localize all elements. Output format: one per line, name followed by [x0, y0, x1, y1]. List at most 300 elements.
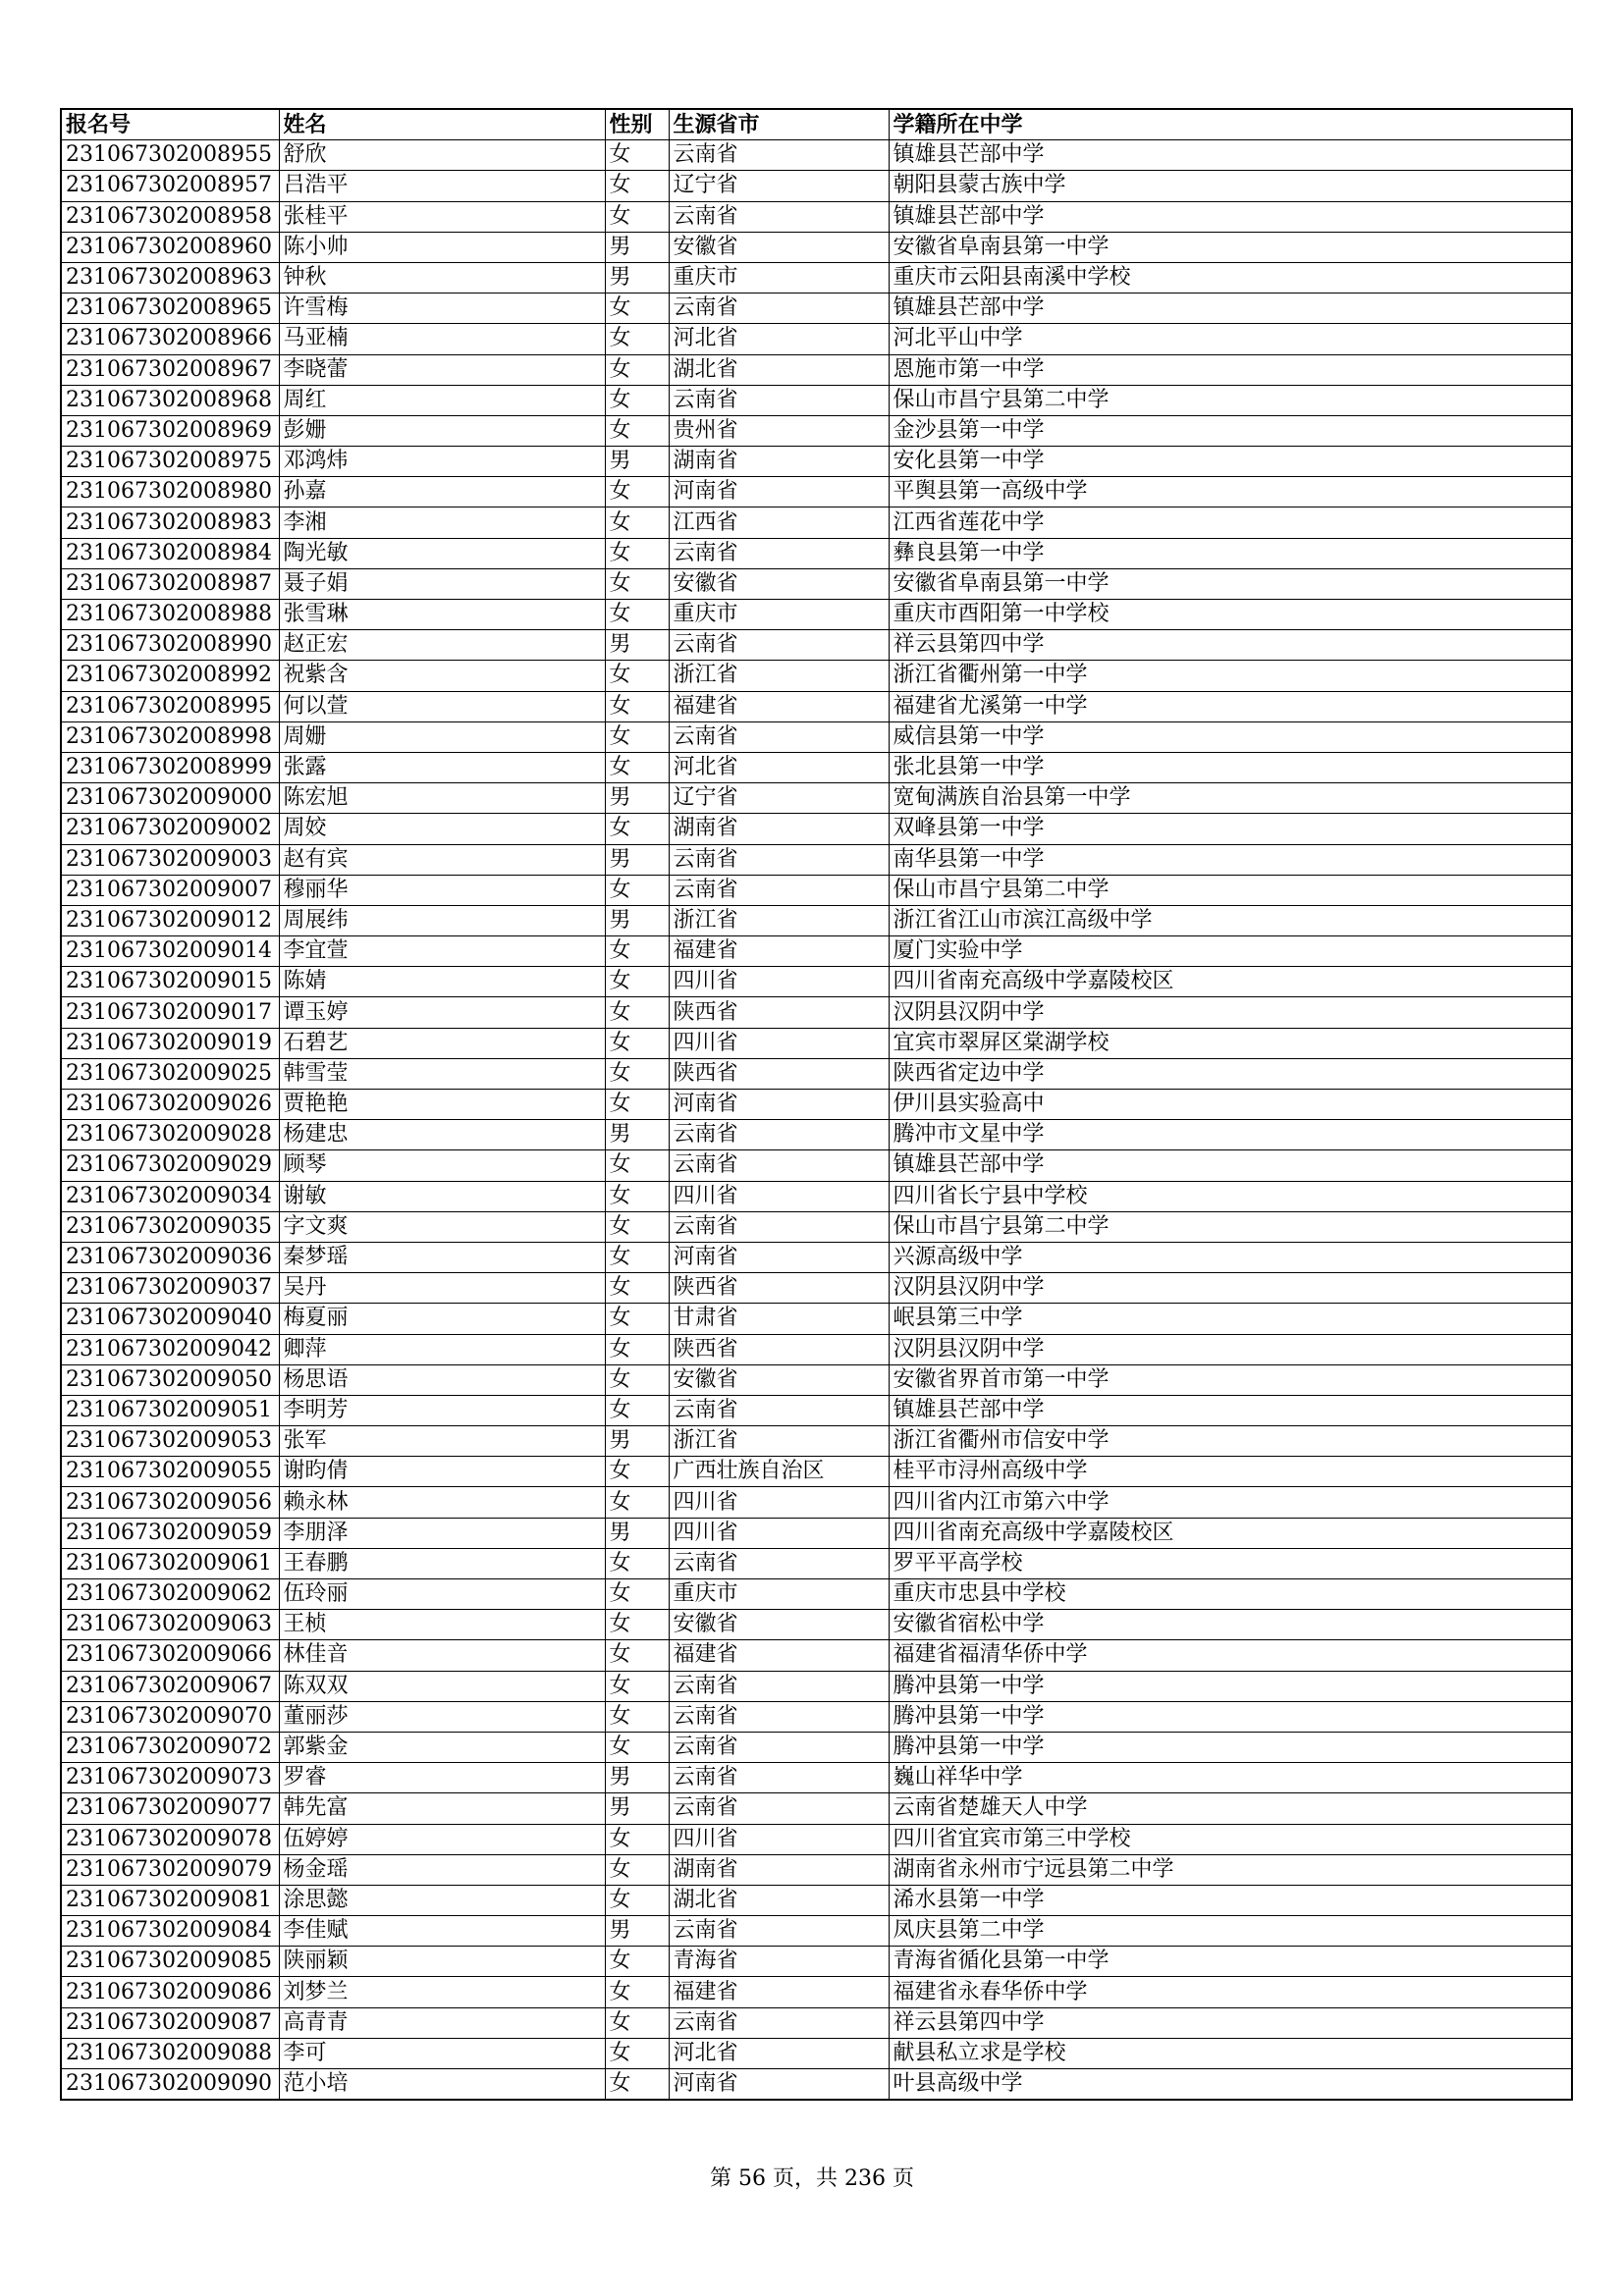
name-cell: 何以萱	[279, 691, 605, 721]
gender-cell: 男	[605, 232, 669, 262]
name-cell: 李佳赋	[279, 1916, 605, 1947]
province-cell: 湖南省	[669, 447, 889, 477]
province-cell: 云南省	[669, 1763, 889, 1793]
province-cell: 云南省	[669, 1211, 889, 1242]
gender-cell: 女	[605, 1548, 669, 1578]
registration-number-cell: 231067302009034	[61, 1181, 279, 1211]
registration-number-cell: 231067302008955	[61, 140, 279, 171]
province-cell: 辽宁省	[669, 171, 889, 201]
school-cell: 叶县高级中学	[889, 2069, 1572, 2101]
table-row	[61, 354, 1572, 385]
name-cell: 刘梦兰	[279, 1977, 605, 2007]
registration-number-cell: 231067302009042	[61, 1334, 279, 1364]
school-cell: 腾冲县第一中学	[889, 1732, 1572, 1762]
school-cell: 河北平山中学	[889, 324, 1572, 354]
gender-cell: 女	[605, 1640, 669, 1671]
table-header-row	[61, 109, 1572, 140]
province-cell: 安徽省	[669, 232, 889, 262]
registration-number-cell: 231067302008980	[61, 477, 279, 507]
name-cell: 邓鸿炜	[279, 447, 605, 477]
registration-number-cell: 231067302008968	[61, 385, 279, 415]
school-cell: 安徽省阜南县第一中学	[889, 568, 1572, 599]
gender-cell: 男	[605, 1916, 669, 1947]
table-row	[61, 905, 1572, 935]
registration-number-cell: 231067302009014	[61, 936, 279, 967]
registration-number-cell: 231067302009084	[61, 1916, 279, 1947]
table-row	[61, 447, 1572, 477]
name-cell: 杨思语	[279, 1364, 605, 1395]
school-cell: 彝良县第一中学	[889, 538, 1572, 568]
registration-number-cell: 231067302009012	[61, 905, 279, 935]
school-cell: 厦门实验中学	[889, 936, 1572, 967]
registration-number-cell: 231067302008965	[61, 294, 279, 324]
name-cell: 陕丽颖	[279, 1947, 605, 1977]
registration-number-cell: 231067302009019	[61, 1028, 279, 1058]
gender-cell: 女	[605, 1671, 669, 1701]
gender-cell: 女	[605, 1579, 669, 1610]
gender-cell: 女	[605, 1487, 669, 1518]
province-cell: 江西省	[669, 507, 889, 538]
registration-number-cell: 231067302008987	[61, 568, 279, 599]
table-row	[61, 1304, 1572, 1334]
table-row	[61, 1947, 1572, 1977]
name-cell: 李湘	[279, 507, 605, 538]
province-cell: 浙江省	[669, 661, 889, 691]
name-cell: 谢昀倩	[279, 1457, 605, 1487]
school-cell: 福建省永春华侨中学	[889, 1977, 1572, 2007]
gender-cell: 女	[605, 294, 669, 324]
gender-cell: 女	[605, 140, 669, 171]
registration-number-cell: 231067302009079	[61, 1854, 279, 1885]
registration-number-cell: 231067302009081	[61, 1885, 279, 1915]
name-cell: 李可	[279, 2038, 605, 2068]
table-row	[61, 1150, 1572, 1181]
province-cell: 重庆市	[669, 262, 889, 293]
name-cell: 字文爽	[279, 1211, 605, 1242]
province-cell: 青海省	[669, 1947, 889, 1977]
table-row	[61, 1487, 1572, 1518]
registration-number-cell: 231067302009015	[61, 967, 279, 997]
name-cell: 陈小帅	[279, 232, 605, 262]
province-cell: 河北省	[669, 752, 889, 782]
table-row	[61, 1610, 1572, 1640]
province-cell: 浙江省	[669, 905, 889, 935]
registration-number-cell: 231067302008998	[61, 721, 279, 752]
school-cell: 云南省楚雄天人中学	[889, 1793, 1572, 1824]
province-cell: 四川省	[669, 1824, 889, 1854]
registration-number-cell: 231067302009085	[61, 1947, 279, 1977]
gender-cell: 女	[605, 752, 669, 782]
registration-number-cell: 231067302009040	[61, 1304, 279, 1334]
student-roster-table	[60, 108, 1573, 2101]
school-cell: 恩施市第一中学	[889, 354, 1572, 385]
registration-number-cell: 231067302008963	[61, 262, 279, 293]
gender-cell: 男	[605, 262, 669, 293]
table-row	[61, 691, 1572, 721]
header-registration-number: 报名号	[61, 109, 279, 140]
province-cell: 云南省	[669, 721, 889, 752]
name-cell: 陶光敏	[279, 538, 605, 568]
name-cell: 范小培	[279, 2069, 605, 2101]
school-cell: 南华县第一中学	[889, 844, 1572, 875]
name-cell: 林佳音	[279, 1640, 605, 1671]
school-cell: 浙江省衢州市信安中学	[889, 1426, 1572, 1457]
registration-number-cell: 231067302009017	[61, 997, 279, 1028]
name-cell: 罗睿	[279, 1763, 605, 1793]
gender-cell: 男	[605, 447, 669, 477]
province-cell: 云南省	[669, 1793, 889, 1824]
name-cell: 梅夏丽	[279, 1304, 605, 1334]
gender-cell: 女	[605, 600, 669, 630]
table-row	[61, 1028, 1572, 1058]
school-cell: 朝阳县蒙古族中学	[889, 171, 1572, 201]
name-cell: 谭玉婷	[279, 997, 605, 1028]
registration-number-cell: 231067302009061	[61, 1548, 279, 1578]
table-row	[61, 1334, 1572, 1364]
name-cell: 孙嘉	[279, 477, 605, 507]
table-row	[61, 1854, 1572, 1885]
school-cell: 保山市昌宁县第二中学	[889, 1211, 1572, 1242]
table-row	[61, 2069, 1572, 2101]
name-cell: 周姣	[279, 814, 605, 844]
header-gender: 性别	[605, 109, 669, 140]
gender-cell: 女	[605, 967, 669, 997]
gender-cell: 女	[605, 415, 669, 446]
name-cell: 陈宏旭	[279, 783, 605, 814]
registration-number-cell: 231067302008983	[61, 507, 279, 538]
name-cell: 李明芳	[279, 1395, 605, 1425]
table-row	[61, 1548, 1572, 1578]
school-cell: 金沙县第一中学	[889, 415, 1572, 446]
gender-cell: 男	[605, 783, 669, 814]
registration-number-cell: 231067302009025	[61, 1058, 279, 1089]
gender-cell: 男	[605, 905, 669, 935]
table-row	[61, 568, 1572, 599]
gender-cell: 女	[605, 1058, 669, 1089]
name-cell: 周红	[279, 385, 605, 415]
name-cell: 李宜萱	[279, 936, 605, 967]
table-row	[61, 936, 1572, 967]
table-row	[61, 1120, 1572, 1150]
school-cell: 福建省福清华侨中学	[889, 1640, 1572, 1671]
school-cell: 重庆市酉阳第一中学校	[889, 600, 1572, 630]
name-cell: 许雪梅	[279, 294, 605, 324]
province-cell: 陕西省	[669, 1058, 889, 1089]
registration-number-cell: 231067302009029	[61, 1150, 279, 1181]
school-cell: 祥云县第四中学	[889, 2007, 1572, 2038]
province-cell: 河南省	[669, 1090, 889, 1120]
registration-number-cell: 231067302009036	[61, 1242, 279, 1272]
province-cell: 云南省	[669, 140, 889, 171]
registration-number-cell: 231067302008969	[61, 415, 279, 446]
school-cell: 陕西省定边中学	[889, 1058, 1572, 1089]
province-cell: 陕西省	[669, 1334, 889, 1364]
table-row	[61, 415, 1572, 446]
province-cell: 陕西省	[669, 997, 889, 1028]
name-cell: 韩雪莹	[279, 1058, 605, 1089]
table-row	[61, 814, 1572, 844]
gender-cell: 女	[605, 997, 669, 1028]
school-cell: 镇雄县芒部中学	[889, 294, 1572, 324]
table-row	[61, 232, 1572, 262]
registration-number-cell: 231067302009000	[61, 783, 279, 814]
gender-cell: 女	[605, 1334, 669, 1364]
registration-number-cell: 231067302009059	[61, 1518, 279, 1548]
province-cell: 河南省	[669, 477, 889, 507]
registration-number-cell: 231067302009087	[61, 2007, 279, 2038]
name-cell: 赵有宾	[279, 844, 605, 875]
province-cell: 河南省	[669, 1242, 889, 1272]
name-cell: 卿萍	[279, 1334, 605, 1364]
table-row	[61, 1916, 1572, 1947]
registration-number-cell: 231067302008957	[61, 171, 279, 201]
province-cell: 湖南省	[669, 814, 889, 844]
name-cell: 李朋泽	[279, 1518, 605, 1548]
gender-cell: 女	[605, 1028, 669, 1058]
table-row	[61, 1426, 1572, 1457]
province-cell: 四川省	[669, 967, 889, 997]
table-row	[61, 1090, 1572, 1120]
school-cell: 威信县第一中学	[889, 721, 1572, 752]
table-row	[61, 1732, 1572, 1762]
registration-number-cell: 231067302008992	[61, 661, 279, 691]
name-cell: 秦梦瑶	[279, 1242, 605, 1272]
name-cell: 陈双双	[279, 1671, 605, 1701]
registration-number-cell: 231067302009078	[61, 1824, 279, 1854]
registration-number-cell: 231067302008990	[61, 630, 279, 661]
province-cell: 四川省	[669, 1518, 889, 1548]
province-cell: 福建省	[669, 936, 889, 967]
name-cell: 吕浩平	[279, 171, 605, 201]
gender-cell: 女	[605, 568, 669, 599]
gender-cell: 女	[605, 1273, 669, 1304]
name-cell: 周姗	[279, 721, 605, 752]
gender-cell: 男	[605, 1518, 669, 1548]
table-row	[61, 1885, 1572, 1915]
gender-cell: 女	[605, 1854, 669, 1885]
school-cell: 腾冲县第一中学	[889, 1671, 1572, 1701]
province-cell: 河北省	[669, 2038, 889, 2068]
province-cell: 云南省	[669, 1701, 889, 1732]
school-cell: 镇雄县芒部中学	[889, 1150, 1572, 1181]
registration-number-cell: 231067302008966	[61, 324, 279, 354]
registration-number-cell: 231067302009050	[61, 1364, 279, 1395]
school-cell: 汉阴县汉阴中学	[889, 1334, 1572, 1364]
province-cell: 云南省	[669, 844, 889, 875]
province-cell: 河南省	[669, 2069, 889, 2101]
school-cell: 汉阴县汉阴中学	[889, 997, 1572, 1028]
gender-cell: 女	[605, 661, 669, 691]
table-body	[61, 140, 1572, 2101]
registration-number-cell: 231067302009002	[61, 814, 279, 844]
school-cell: 祥云县第四中学	[889, 630, 1572, 661]
table-row	[61, 1793, 1572, 1824]
province-cell: 云南省	[669, 1671, 889, 1701]
school-cell: 宽甸满族自治县第一中学	[889, 783, 1572, 814]
name-cell: 马亚楠	[279, 324, 605, 354]
registration-number-cell: 231067302009051	[61, 1395, 279, 1425]
name-cell: 陈婧	[279, 967, 605, 997]
registration-number-cell: 231067302009056	[61, 1487, 279, 1518]
table-row	[61, 1211, 1572, 1242]
gender-cell: 女	[605, 1242, 669, 1272]
province-cell: 云南省	[669, 630, 889, 661]
table-row	[61, 1181, 1572, 1211]
province-cell: 云南省	[669, 2007, 889, 2038]
table-row	[61, 1457, 1572, 1487]
header-school: 学籍所在中学	[889, 109, 1572, 140]
school-cell: 罗平平高学校	[889, 1548, 1572, 1578]
gender-cell: 女	[605, 2038, 669, 2068]
gender-cell: 女	[605, 507, 669, 538]
gender-cell: 女	[605, 936, 669, 967]
gender-cell: 女	[605, 1610, 669, 1640]
name-cell: 张桂平	[279, 201, 605, 232]
name-cell: 赖永林	[279, 1487, 605, 1518]
gender-cell: 女	[605, 1150, 669, 1181]
school-cell: 安徽省宿松中学	[889, 1610, 1572, 1640]
school-cell: 腾冲市文星中学	[889, 1120, 1572, 1150]
name-cell: 郭紫金	[279, 1732, 605, 1762]
gender-cell: 男	[605, 1793, 669, 1824]
gender-cell: 女	[605, 385, 669, 415]
registration-number-cell: 231067302009063	[61, 1610, 279, 1640]
name-cell: 高青青	[279, 2007, 605, 2038]
gender-cell: 女	[605, 1977, 669, 2007]
name-cell: 穆丽华	[279, 875, 605, 905]
name-cell: 张军	[279, 1426, 605, 1457]
province-cell: 安徽省	[669, 568, 889, 599]
name-cell: 杨金瑶	[279, 1854, 605, 1885]
school-cell: 浙江省衢州第一中学	[889, 661, 1572, 691]
province-cell: 安徽省	[669, 1610, 889, 1640]
school-cell: 青海省循化县第一中学	[889, 1947, 1572, 1977]
name-cell: 伍婷婷	[279, 1824, 605, 1854]
province-cell: 云南省	[669, 1120, 889, 1150]
school-cell: 岷县第三中学	[889, 1304, 1572, 1334]
registration-number-cell: 231067302009003	[61, 844, 279, 875]
province-cell: 辽宁省	[669, 783, 889, 814]
school-cell: 献县私立求是学校	[889, 2038, 1572, 2068]
school-cell: 汉阴县汉阴中学	[889, 1273, 1572, 1304]
registration-number-cell: 231067302009028	[61, 1120, 279, 1150]
table-row	[61, 262, 1572, 293]
gender-cell: 女	[605, 171, 669, 201]
name-cell: 钟秋	[279, 262, 605, 293]
header-name: 姓名	[279, 109, 605, 140]
province-cell: 四川省	[669, 1181, 889, 1211]
province-cell: 湖南省	[669, 1854, 889, 1885]
gender-cell: 女	[605, 875, 669, 905]
province-cell: 福建省	[669, 1977, 889, 2007]
gender-cell: 女	[605, 1732, 669, 1762]
table-row	[61, 661, 1572, 691]
province-cell: 云南省	[669, 1916, 889, 1947]
registration-number-cell: 231067302008960	[61, 232, 279, 262]
table-row	[61, 1824, 1572, 1854]
name-cell: 聂子娟	[279, 568, 605, 599]
registration-number-cell: 231067302009067	[61, 1671, 279, 1701]
name-cell: 董丽莎	[279, 1701, 605, 1732]
gender-cell: 女	[605, 201, 669, 232]
province-cell: 云南省	[669, 538, 889, 568]
table-row	[61, 1058, 1572, 1089]
province-cell: 安徽省	[669, 1364, 889, 1395]
table-row	[61, 477, 1572, 507]
school-cell: 伊川县实验高中	[889, 1090, 1572, 1120]
province-cell: 云南省	[669, 1395, 889, 1425]
province-cell: 福建省	[669, 1640, 889, 1671]
gender-cell: 女	[605, 814, 669, 844]
table-row	[61, 1579, 1572, 1610]
school-cell: 四川省内江市第六中学	[889, 1487, 1572, 1518]
province-cell: 云南省	[669, 1548, 889, 1578]
name-cell: 石碧艺	[279, 1028, 605, 1058]
table-row	[61, 1364, 1572, 1395]
table-row	[61, 507, 1572, 538]
registration-number-cell: 231067302009072	[61, 1732, 279, 1762]
gender-cell: 女	[605, 1947, 669, 1977]
province-cell: 四川省	[669, 1487, 889, 1518]
name-cell: 王春鹏	[279, 1548, 605, 1578]
gender-cell: 男	[605, 1120, 669, 1150]
school-cell: 浠水县第一中学	[889, 1885, 1572, 1915]
school-cell: 平舆县第一高级中学	[889, 477, 1572, 507]
school-cell: 湖南省永州市宁远县第二中学	[889, 1854, 1572, 1885]
table-row	[61, 2038, 1572, 2068]
table-row	[61, 844, 1572, 875]
gender-cell: 女	[605, 1181, 669, 1211]
school-cell: 宜宾市翠屏区棠湖学校	[889, 1028, 1572, 1058]
province-cell: 贵州省	[669, 415, 889, 446]
school-cell: 腾冲县第一中学	[889, 1701, 1572, 1732]
name-cell: 谢敏	[279, 1181, 605, 1211]
gender-cell: 女	[605, 691, 669, 721]
registration-number-cell: 231067302009077	[61, 1793, 279, 1824]
table-row	[61, 1977, 1572, 2007]
school-cell: 巍山祥华中学	[889, 1763, 1572, 1793]
school-cell: 重庆市忠县中学校	[889, 1579, 1572, 1610]
registration-number-cell: 231067302009026	[61, 1090, 279, 1120]
gender-cell: 女	[605, 1824, 669, 1854]
table-row	[61, 1395, 1572, 1425]
province-cell: 云南省	[669, 294, 889, 324]
province-cell: 云南省	[669, 875, 889, 905]
gender-cell: 女	[605, 1395, 669, 1425]
table-row	[61, 1242, 1572, 1272]
name-cell: 伍玲丽	[279, 1579, 605, 1610]
table-row	[61, 1640, 1572, 1671]
gender-cell: 女	[605, 1090, 669, 1120]
gender-cell: 女	[605, 324, 669, 354]
table-row	[61, 600, 1572, 630]
registration-number-cell: 231067302008999	[61, 752, 279, 782]
name-cell: 贾艳艳	[279, 1090, 605, 1120]
table-row	[61, 1701, 1572, 1732]
province-cell: 福建省	[669, 691, 889, 721]
province-cell: 甘肃省	[669, 1304, 889, 1334]
gender-cell: 女	[605, 1457, 669, 1487]
table-row	[61, 538, 1572, 568]
table-row	[61, 140, 1572, 171]
school-cell: 四川省长宁县中学校	[889, 1181, 1572, 1211]
province-cell: 云南省	[669, 385, 889, 415]
name-cell: 李晓蕾	[279, 354, 605, 385]
table-row	[61, 783, 1572, 814]
school-cell: 江西省莲花中学	[889, 507, 1572, 538]
school-cell: 保山市昌宁县第二中学	[889, 875, 1572, 905]
gender-cell: 男	[605, 1763, 669, 1793]
